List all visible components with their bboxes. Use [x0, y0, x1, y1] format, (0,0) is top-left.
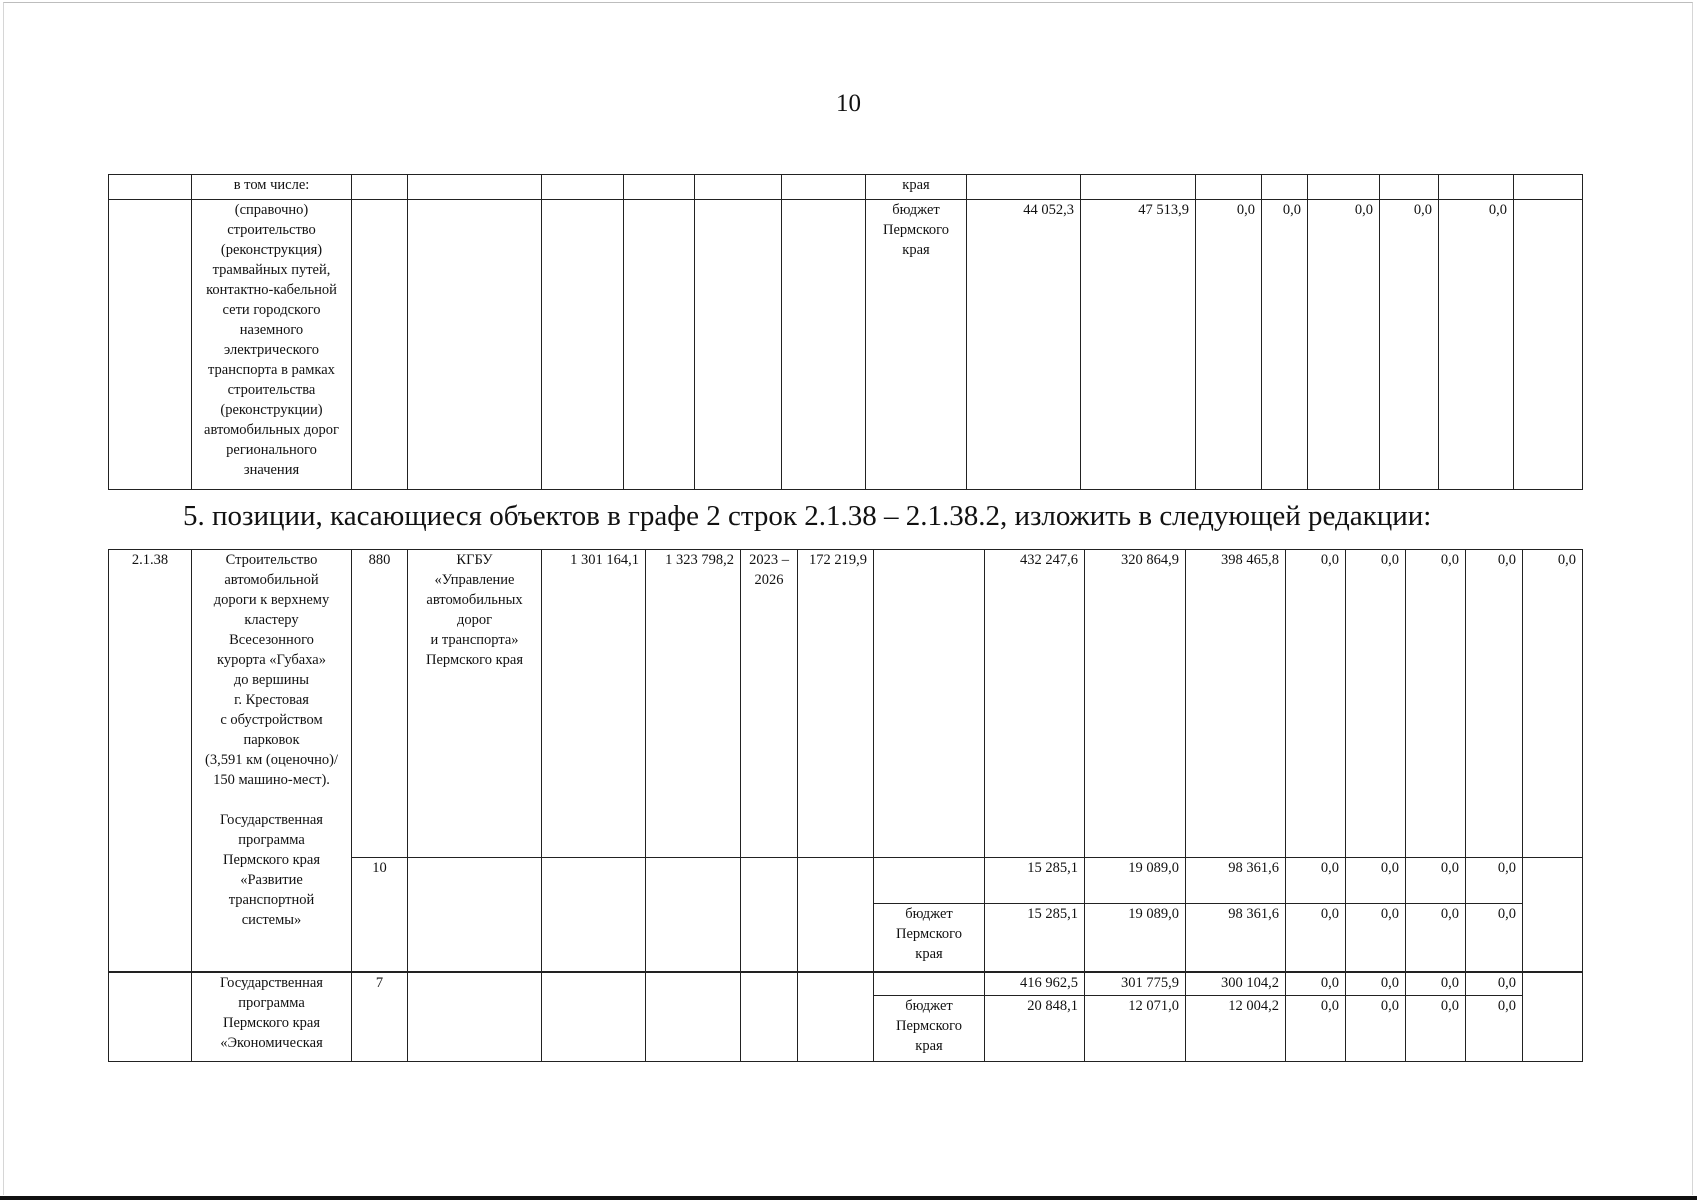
cell-source: края [866, 175, 967, 200]
cell-value: 98 361,6 [1186, 858, 1286, 904]
cell-value: 0,0 [1346, 904, 1406, 972]
cell-value: 20 848,1 [985, 996, 1085, 1062]
cell-value: 12 071,0 [1085, 996, 1186, 1062]
table-row [109, 550, 1583, 858]
cell-cost: 1 301 164,1 [542, 550, 646, 858]
cell-value: 0,0 [1466, 550, 1523, 858]
cell-value: 0,0 [1346, 550, 1406, 858]
cell-value: 0,0 [1196, 200, 1262, 490]
cell-grbs: 10 [352, 858, 408, 972]
cell-value: 19 089,0 [1085, 858, 1186, 904]
cell-description: Государственная программа Пермского края «Экономическая [192, 972, 352, 1062]
cell-prior: 172 219,9 [798, 550, 874, 858]
cell-value: 15 285,1 [985, 904, 1085, 972]
cell-customer: КГБУ «Управление автомобильных дорог и транспорта» Пермского края [408, 550, 542, 858]
cell-value: 0,0 [1346, 858, 1406, 904]
cell-value: 432 247,6 [985, 550, 1085, 858]
cell-description: (справочно) строительство (реконструкция) трамвайных путей, контактно-кабельной сети городского наземного электрического транспорта в рамках строительства (реконструкции) автомобильных дорог регионального значения [192, 200, 352, 490]
cell-value: 300 104,2 [1186, 972, 1286, 996]
cell-value: 0,0 [1308, 200, 1380, 490]
cell-value: 0,0 [1439, 200, 1514, 490]
cell-value: 301 775,9 [1085, 972, 1186, 996]
cell-value: 0,0 [1286, 550, 1346, 858]
cell-value: 0,0 [1466, 858, 1523, 904]
cell-value: 398 465,8 [1186, 550, 1286, 858]
cell-value: 0,0 [1262, 200, 1308, 490]
cell-value: 0,0 [1406, 996, 1466, 1062]
top-table [108, 174, 1583, 490]
cell-period: 2023 – 2026 [741, 550, 798, 858]
cell-value: 0,0 [1286, 972, 1346, 996]
cell-value: 12 004,2 [1186, 996, 1286, 1062]
cell-value: 0,0 [1380, 200, 1439, 490]
cell-value: 0,0 [1286, 858, 1346, 904]
cell-value: 44 052,3 [967, 200, 1081, 490]
cell-value: 15 285,1 [985, 858, 1085, 904]
scan-bottom-edge [0, 1196, 1697, 1200]
cell-source [874, 550, 985, 858]
cell-value: 0,0 [1346, 972, 1406, 996]
cell-cost: 1 323 798,2 [646, 550, 741, 858]
page-number: 10 [836, 90, 861, 117]
cell-value: 0,0 [1466, 996, 1523, 1062]
cell-value: 0,0 [1406, 858, 1466, 904]
cell-value: 0,0 [1286, 996, 1346, 1062]
cell-code: 2.1.38 [109, 550, 192, 972]
cell-value: 0,0 [1466, 972, 1523, 996]
cell-source: бюджет Пермского края [866, 200, 967, 490]
cell-value: 0,0 [1523, 550, 1583, 858]
cell-value: 416 962,5 [985, 972, 1085, 996]
cell-source: бюджет Пермского края [874, 904, 985, 972]
section-heading: 5. позиции, касающиеся объектов в графе 2 строк 2.1.38 – 2.1.38.2, изложить в следующей редакции: [183, 500, 1432, 532]
cell-value: 98 361,6 [1186, 904, 1286, 972]
cell-description: Строительство автомобильной дороги к верхнему кластеру Всесезонного курорта «Губаха» до вершины г. Крестовая с обустройством парковок (3,591 км (оценочно)/ 150 машино-мест). Государственная программа Пермского края «Развитие транспортной системы» [192, 550, 352, 972]
table-row [109, 972, 1583, 996]
cell-label: в том числе: [192, 175, 352, 200]
cell-grbs: 880 [352, 550, 408, 858]
cell-value: 19 089,0 [1085, 904, 1186, 972]
table-row [109, 175, 1583, 200]
cell-value: 0,0 [1286, 904, 1346, 972]
table-row [109, 200, 1583, 490]
cell-source: бюджет Пермского края [874, 996, 985, 1062]
bottom-table [108, 549, 1583, 1062]
cell-value: 0,0 [1406, 972, 1466, 996]
cell-value: 0,0 [1406, 550, 1466, 858]
cell-value: 0,0 [1466, 904, 1523, 972]
cell-value: 47 513,9 [1081, 200, 1196, 490]
cell-grbs: 7 [352, 972, 408, 1062]
cell-value: 0,0 [1406, 904, 1466, 972]
cell-value: 0,0 [1346, 996, 1406, 1062]
cell-value: 320 864,9 [1085, 550, 1186, 858]
